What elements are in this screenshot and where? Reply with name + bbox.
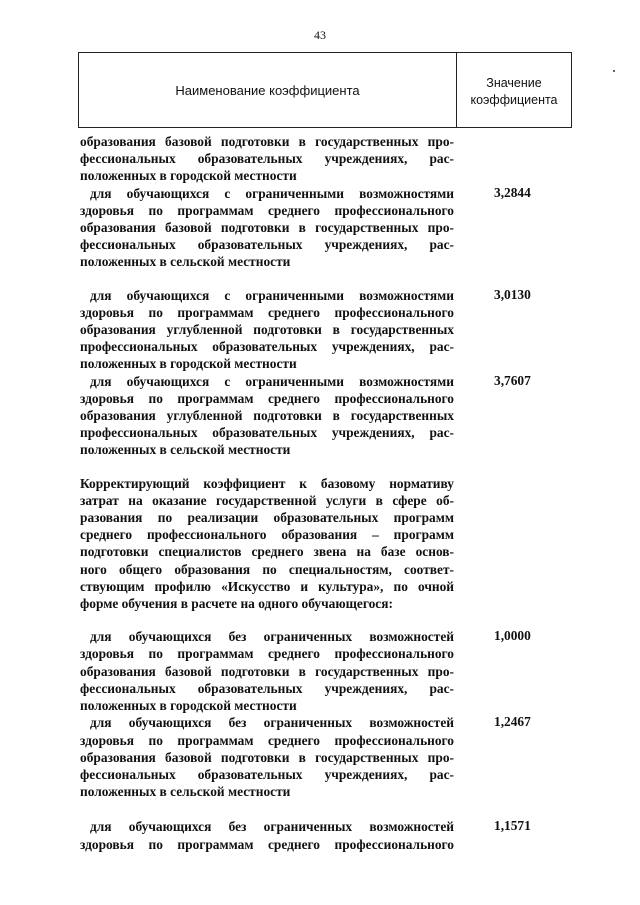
description-line: фессиональных образовательных учреждениях, рас- bbox=[80, 680, 454, 696]
description-line: здоровья по программам среднего профессионального bbox=[80, 202, 454, 218]
description-line: ного общего образования по специальностям, соответ- bbox=[80, 561, 454, 577]
description-line: образования базовой подготовки в государственных про- bbox=[80, 663, 454, 679]
coefficient-description bbox=[80, 185, 454, 271]
description-line: профессиональных образовательных учреждениях, рас- bbox=[80, 425, 454, 441]
coefficient-value: 3,2844 bbox=[494, 184, 531, 200]
header-value-line-2: коэффициента bbox=[470, 93, 558, 107]
description-line: положенных в городской местности bbox=[80, 356, 297, 372]
table-row bbox=[80, 373, 640, 459]
coefficient-description bbox=[80, 133, 454, 185]
description-line: ствующим профилю «Искусство и культура», по очной bbox=[80, 578, 454, 594]
coefficient-value: 3,7607 bbox=[494, 372, 531, 388]
description-line: для обучающихся с ограниченными возможностями bbox=[90, 373, 454, 389]
description-line: для обучающихся с ограниченными возможностями bbox=[90, 185, 454, 201]
description-line: для обучающихся без ограниченных возможностей bbox=[90, 819, 454, 835]
table-header bbox=[78, 52, 572, 128]
description-line: положенных в сельской местности bbox=[80, 254, 291, 270]
header-value-column bbox=[457, 53, 571, 127]
description-line: фессиональных образовательных учреждениях, рас- bbox=[80, 237, 454, 253]
coefficient-description bbox=[80, 714, 454, 800]
description-line: Корректирующий коэффициент к базовому нормативу bbox=[80, 475, 454, 491]
description-line: фессиональных образовательных учреждениях, рас- bbox=[80, 766, 454, 782]
coefficient-description bbox=[80, 628, 454, 714]
description-line: положенных в городской местности bbox=[80, 698, 297, 714]
table-row bbox=[80, 818, 640, 852]
table-row bbox=[80, 475, 640, 613]
coefficient-description bbox=[80, 475, 454, 613]
coefficient-value: 1,1571 bbox=[494, 818, 531, 834]
page-number: 43 bbox=[314, 28, 326, 42]
description-line: образования базовой подготовки в государственных про- bbox=[80, 134, 454, 149]
table-row bbox=[80, 714, 640, 800]
description-line: образования углубленной подготовки в государственных bbox=[80, 408, 454, 424]
description-line: положенных в сельской местности bbox=[80, 784, 291, 800]
coefficient-description bbox=[80, 373, 454, 459]
description-line: здоровья по программам среднего профессионального bbox=[80, 836, 454, 852]
description-line: образования базовой подготовки в государственных про- bbox=[80, 220, 454, 236]
coefficient-value: 1,2467 bbox=[494, 714, 531, 730]
description-line: форме обучения в расчете на одного обучающегося: bbox=[80, 596, 393, 612]
description-line: здоровья по программам среднего профессионального bbox=[80, 390, 454, 406]
coefficient-value: 1,0000 bbox=[494, 628, 531, 644]
header-value-line-1: Значение bbox=[486, 76, 542, 90]
header-name-column: Наименование коэффициента bbox=[79, 53, 457, 127]
description-line: разования по реализации образовательных программ bbox=[80, 510, 454, 526]
description-line: для обучающихся без ограниченных возможностей bbox=[90, 629, 454, 645]
coefficient-description bbox=[80, 287, 454, 373]
description-line: подготовки специалистов среднего звена на базе основ- bbox=[80, 544, 454, 560]
description-line: профессиональных образовательных учреждениях, рас- bbox=[80, 339, 454, 355]
table-row bbox=[80, 185, 640, 271]
description-line: здоровья по программам среднего профессионального bbox=[80, 646, 454, 662]
description-line: образования базовой подготовки в государственных про- bbox=[80, 749, 454, 765]
description-line: затрат на оказание государственной услуги в сфере об- bbox=[80, 492, 454, 508]
coefficient-description bbox=[80, 818, 454, 852]
description-line: для обучающихся без ограниченных возможностей bbox=[90, 715, 454, 731]
description-line: положенных в городской местности bbox=[80, 168, 297, 184]
table-row bbox=[80, 628, 640, 714]
description-line: здоровья по программам среднего профессионального bbox=[80, 732, 454, 748]
table-body bbox=[0, 133, 640, 853]
table-row bbox=[80, 287, 640, 373]
description-line: среднего профессионального образования – программ bbox=[80, 527, 454, 543]
description-line: фессиональных образовательных учреждениях, рас- bbox=[80, 151, 454, 167]
coefficient-value: 3,0130 bbox=[494, 286, 531, 302]
scan-speck bbox=[613, 70, 615, 72]
description-line: здоровья по программам среднего профессионального bbox=[80, 304, 454, 320]
description-line: образования углубленной подготовки в государственных bbox=[80, 322, 454, 338]
table-row bbox=[80, 133, 640, 185]
description-line: для обучающихся с ограниченными возможностями bbox=[90, 287, 454, 303]
description-line: положенных в сельской местности bbox=[80, 442, 291, 458]
